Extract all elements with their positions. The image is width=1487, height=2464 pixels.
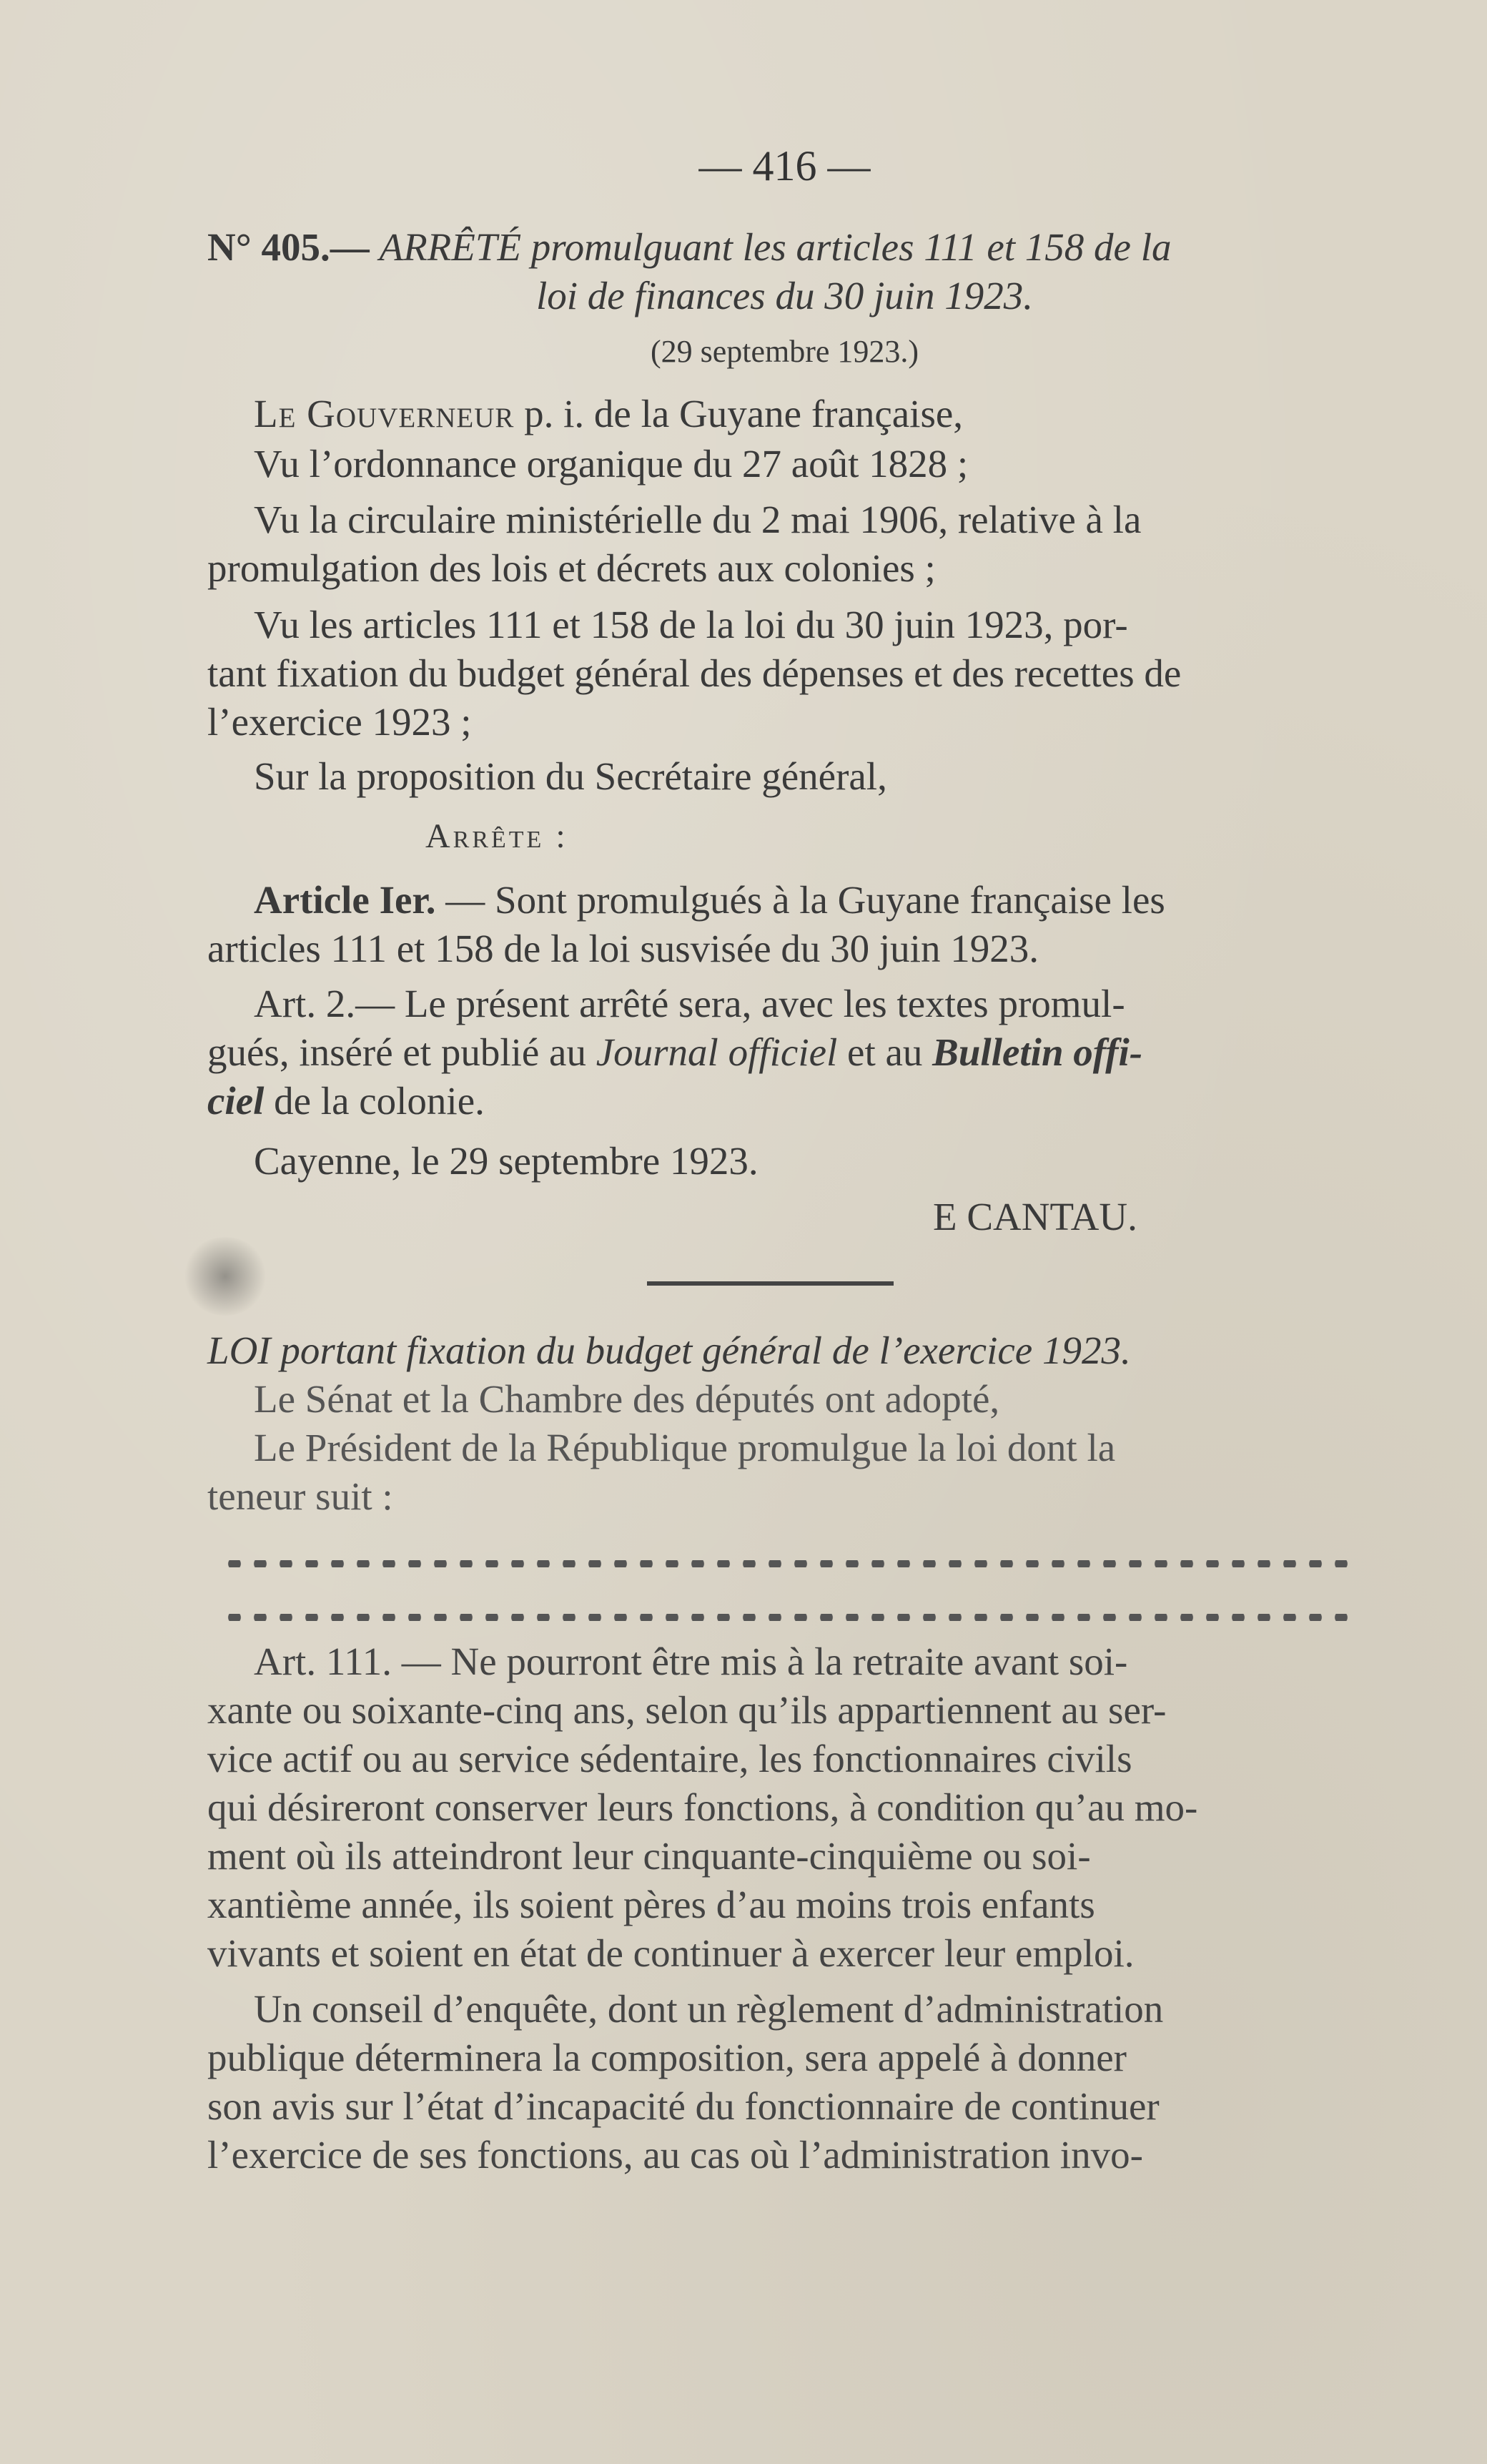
decree-number: N° 405.—: [207, 225, 370, 269]
journal-officiel: Journal officiel: [596, 1030, 838, 1074]
art111-p2-line2: publique déterminera la composition, sera appelé à donner: [207, 2036, 1127, 2079]
article-2-line3: [207, 1077, 1362, 1125]
article-2-line1: Art. 2.— Le présent arrêté sera, avec les textes promul-: [254, 982, 1125, 1025]
art111-line7: vivants et soient en état de continuer à exercer leur emploi.: [207, 1931, 1135, 1975]
vu-articles-line3: l’exercice 1923 ;: [207, 700, 472, 744]
decree-title: ARRÊTÉ promulguant les articles 111 et 158 de la: [379, 225, 1172, 269]
loi-line1: Le Sénat et la Chambre des députés ont adopté,: [254, 1377, 1000, 1421]
art111-p2-line3: son avis sur l’état d’incapacité du fonctionnaire de continuer: [207, 2084, 1160, 2128]
governor-line: [207, 390, 1362, 438]
governor-rest: p. i. de la Guyane française,: [514, 392, 964, 435]
ellipsis-line-1: [222, 1560, 1358, 1567]
article-1-text: — Sont promulgués à la Guyane française les: [435, 878, 1165, 922]
decree-title-line2: loi de finances du 30 juin 1923.: [535, 274, 1034, 317]
signatory: E CANTAU.: [933, 1195, 1137, 1238]
vu-circulaire-line2: promulgation des lois et décrets aux colonies ;: [207, 546, 936, 590]
arrete-heading: Arrête :: [425, 817, 568, 855]
art111-p2-line1: Un conseil d’enquête, dont un règlement d’administration: [254, 1987, 1164, 2031]
bulletin-officiel-a: Bulletin offi-: [932, 1030, 1143, 1074]
art111-line2: xante ou soixante-cinq ans, selon qu’ils appartiennent au ser-: [207, 1688, 1167, 1732]
art111-line6: xantième année, ils soient pères d’au moins trois enfants: [207, 1883, 1095, 1926]
art111-p2-line4: l’exercice de ses fonctions, au cas où l’administration invo-: [207, 2133, 1143, 2177]
vu-ordonnance: Vu l’ordonnance organique du 27 août 1828 ;: [254, 442, 969, 486]
art111-line4: qui désireront conserver leurs fonctions, à condition qu’au mo-: [207, 1785, 1198, 1829]
ellipsis-line-2: [222, 1614, 1358, 1621]
decree-date: (29 septembre 1923.): [650, 334, 919, 369]
vu-circulaire-line1: Vu la circulaire ministérielle du 2 mai 1906, relative à la: [254, 498, 1142, 541]
art111-line1: Art. 111. — Ne pourront être mis à la retraite avant soi-: [254, 1640, 1128, 1683]
article-2-text-b: et au: [837, 1030, 933, 1074]
loi-heading: LOI portant fixation du budget général de l’exercice 1923.: [207, 1329, 1131, 1372]
article-2-line2: [207, 1028, 1362, 1077]
bulletin-officiel-b: ciel: [207, 1079, 265, 1123]
proposition: Sur la proposition du Secrétaire général,: [254, 754, 887, 798]
article-1-line1: [207, 876, 1362, 925]
vu-articles-line2: tant fixation du budget général des dépenses et des recettes de: [207, 651, 1182, 695]
decree-title-line1: [207, 223, 1362, 272]
loi-line3: teneur suit :: [207, 1474, 393, 1518]
article-1-label: Article Ier.: [254, 878, 436, 922]
art111-line5: ment où ils atteindront leur cinquante-cinquième ou soi-: [207, 1834, 1091, 1878]
article-2-text-c: de la colonie.: [264, 1079, 485, 1123]
article-1-line2: articles 111 et 158 de la loi susvisée du 30 juin 1923.: [207, 927, 1039, 970]
loi-line2: Le Président de la République promulgue la loi dont la: [254, 1426, 1116, 1469]
article-2-text-a: gués, inséré et publié au: [207, 1030, 596, 1074]
governor-title: Le Gouverneur: [254, 392, 515, 435]
art111-line3: vice actif ou au service sédentaire, les fonctionnaires civils: [207, 1737, 1132, 1780]
place-date: Cayenne, le 29 septembre 1923.: [254, 1139, 759, 1183]
page-number: — 416 —: [698, 142, 871, 189]
separator-rule: [647, 1281, 894, 1286]
ink-stain: [182, 1237, 268, 1316]
vu-articles-line1: Vu les articles 111 et 158 de la loi du 30 juin 1923, por-: [254, 603, 1128, 646]
